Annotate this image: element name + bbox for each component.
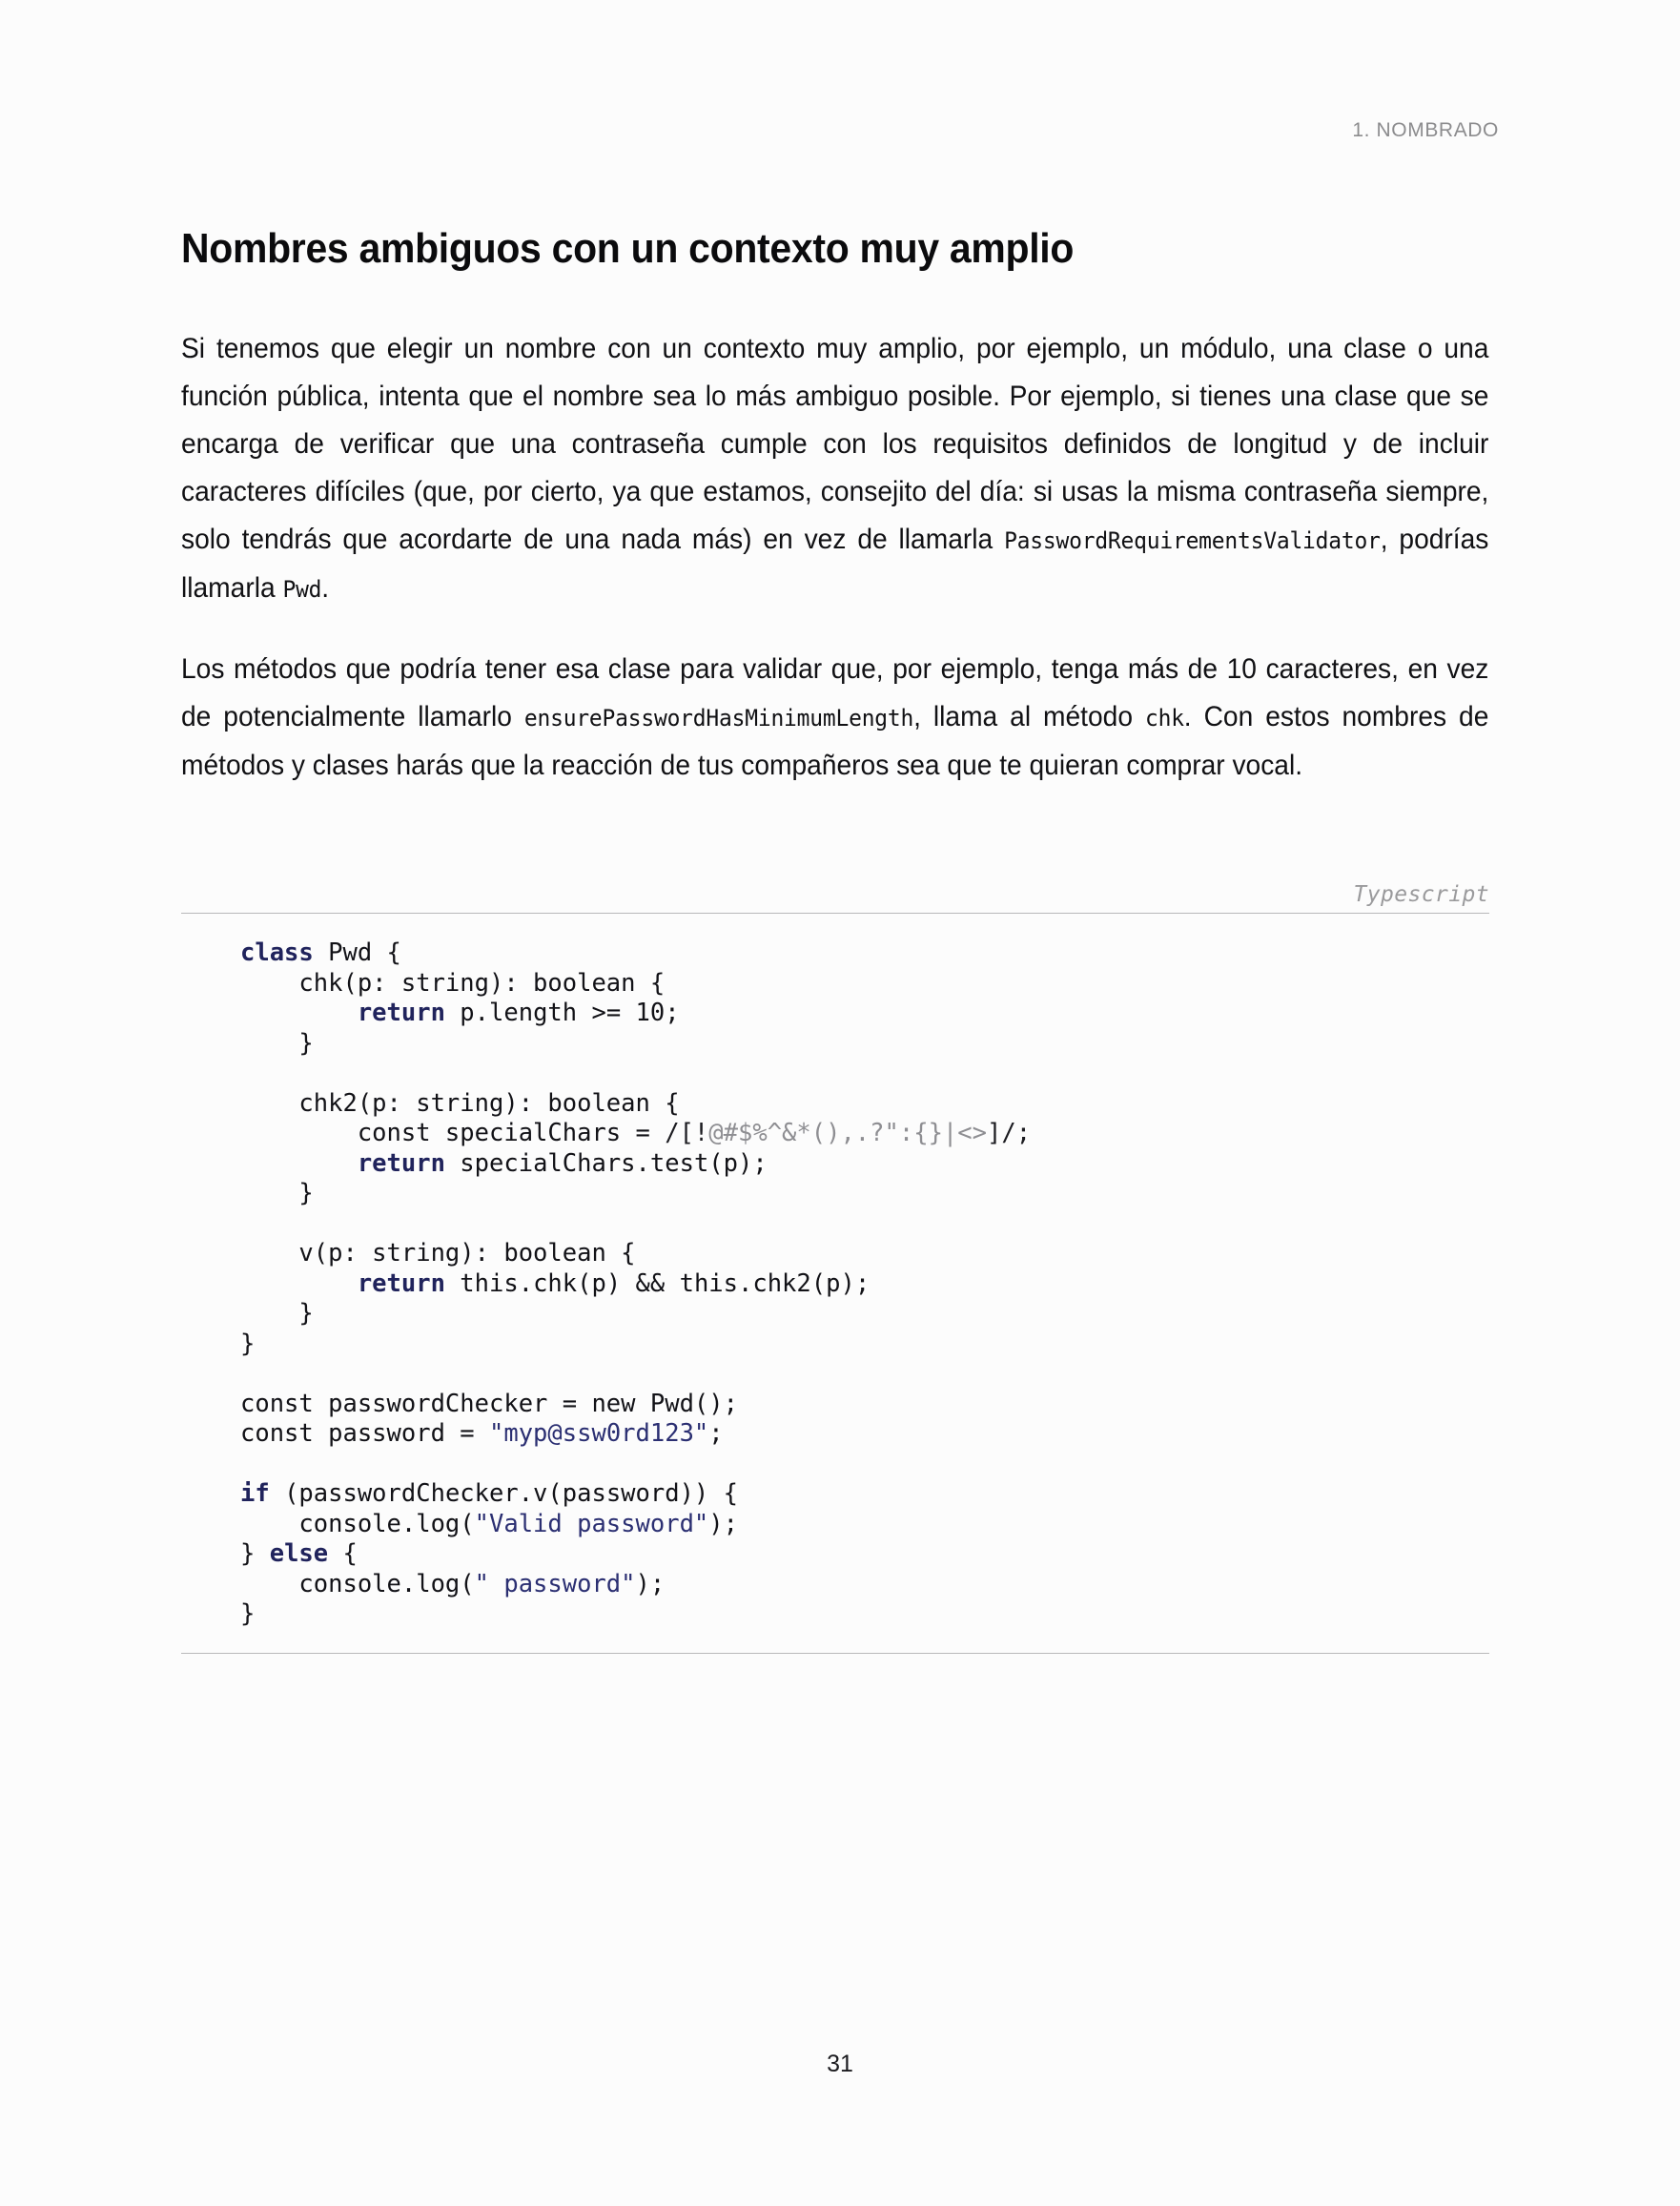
code-token: Pwd { bbox=[313, 938, 401, 967]
code-token: chk2(p: string): boolean { bbox=[240, 1088, 680, 1118]
code-token: console.log( bbox=[240, 1569, 475, 1598]
code-token: this.chk(p) && this.chk2(p); bbox=[444, 1268, 871, 1298]
code-block bbox=[181, 882, 1489, 1654]
paragraph-1 bbox=[181, 325, 1488, 613]
code-token bbox=[240, 1149, 358, 1178]
code-token: "myp@ssw0rd123" bbox=[489, 1419, 709, 1448]
paragraph-1-text-part-1: Si tenemos que elegir un nombre con un contexto muy amplio, por ejemplo, un módulo, una clase o una función pública, intenta que el nombre sea lo más ambiguo posible. Por ejemplo, si tienes una clase que se encarga de verificar que una contraseña cumple con los requisitos definidos de longitud y de incluir caracteres difíciles (que, por cierto, ya que estamos, consejito del día: si usas la misma contraseña siempre, solo tendrás que acordarte de una nada más) en vez de llamarla bbox=[181, 333, 1489, 556]
code-token: class bbox=[240, 938, 314, 967]
code-token: "Valid password" bbox=[474, 1509, 709, 1538]
inline-code-chk: chk bbox=[1144, 705, 1184, 732]
paragraph-1-text-part-3: . bbox=[321, 572, 330, 605]
code-token: ); bbox=[708, 1509, 738, 1538]
code-token: } bbox=[240, 1599, 256, 1628]
code-token: p.length >= 10; bbox=[444, 999, 680, 1027]
inline-code-ensure-password-has-minimum-length: ensurePasswordHasMinimumLength bbox=[523, 705, 914, 732]
code-token: } bbox=[240, 1539, 270, 1568]
code-block-bottom-rule bbox=[181, 1653, 1489, 1654]
code-token: } bbox=[240, 1179, 314, 1207]
paragraph-2-text-part-2: , llama al método bbox=[913, 701, 1145, 733]
code-token: /[! bbox=[665, 1119, 709, 1147]
page-content bbox=[181, 225, 1489, 790]
code-token: } bbox=[240, 1028, 314, 1058]
code-token: ); bbox=[635, 1569, 666, 1598]
code-token: const specialChars = bbox=[240, 1119, 666, 1147]
code-token: (passwordChecker.v(password)) { bbox=[269, 1479, 738, 1508]
paragraph-2 bbox=[181, 646, 1488, 790]
running-header: 1. NOMBRADO bbox=[1352, 119, 1499, 141]
code-token: @#$%^&*(),.?":{}|<> bbox=[708, 1119, 987, 1147]
code-token: chk(p: string): boolean { bbox=[240, 968, 666, 998]
code-token: else bbox=[269, 1539, 329, 1568]
page-title: Nombres ambiguos con un contexto muy amplio bbox=[181, 225, 1075, 272]
code-listing bbox=[181, 914, 1489, 1653]
code-token: { bbox=[328, 1539, 358, 1568]
code-token: console.log( bbox=[240, 1509, 475, 1538]
paragraph-2-text-part-1: Los métodos que podría tener esa clase para validar que, por ejemplo, tenga más de 10 caracteres, en vez de potencialmente llamarlo bbox=[181, 653, 1489, 733]
paragraph-1-text-part-2: , podrías llamarla bbox=[181, 524, 1489, 605]
code-token: } bbox=[240, 1329, 256, 1358]
code-token: ]/; bbox=[986, 1119, 1032, 1147]
inline-code-pwd: Pwd bbox=[282, 576, 322, 604]
code-token: const password = bbox=[240, 1419, 489, 1448]
inline-code-password-requirements-validator: PasswordRequirementsValidator bbox=[1004, 527, 1381, 555]
code-token: v(p: string): boolean { bbox=[240, 1239, 636, 1268]
code-token: return bbox=[357, 999, 445, 1027]
code-token: if bbox=[240, 1479, 270, 1508]
code-token: ; bbox=[708, 1419, 724, 1448]
code-token: " password" bbox=[474, 1569, 636, 1598]
code-token: specialChars.test(p); bbox=[444, 1148, 768, 1178]
page-number: 31 bbox=[827, 2051, 853, 2077]
code-token: return bbox=[357, 1268, 445, 1298]
code-token bbox=[240, 999, 358, 1027]
code-token bbox=[240, 1269, 358, 1298]
paragraph-2-text-part-3: . Con estos nombres de métodos y clases harás que la reacción de tus compañeros sea que te quieran comprar vocal. bbox=[181, 701, 1489, 782]
code-token: return bbox=[357, 1148, 445, 1178]
code-token: } bbox=[240, 1299, 314, 1328]
code-language-label: Typescript bbox=[1353, 882, 1489, 907]
code-token: const passwordChecker = new Pwd(); bbox=[240, 1389, 738, 1418]
